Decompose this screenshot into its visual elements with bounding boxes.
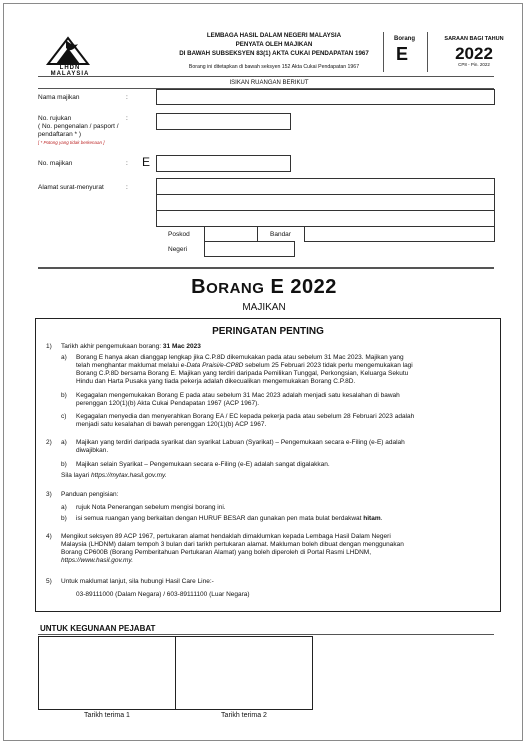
notice-text: Majikan yang terdiri daripada syarikat dan syarikat Labuan (Syarikat) – Pengemukaan secara e-Filing (e-E) adalah <box>76 439 405 446</box>
notice-text: Borang CP600B (Borang Pemberitahuan Pertukaran Alamat) yang boleh diperoleh di Portal Rasmi LHDNM, <box>61 549 371 556</box>
hasil-portal-link[interactable]: https://www.hasil.gov.my. <box>61 557 134 564</box>
sub-item-label: b) <box>61 392 67 399</box>
form-subtitle: MAJIKAN <box>242 302 286 313</box>
notice-text: Kegagalan menyedia dan menyerahkan Borang EA / EC kepada pekerja pada atau sebelum 28 Februari 2023 adalah <box>76 413 415 420</box>
colon: : <box>126 115 128 122</box>
colon: : <box>126 184 128 191</box>
notice-text: perenggan 120(1)(b) Akta Cukai Pendapatan 1967 (ACP 1967). <box>76 400 260 407</box>
notice-text: Hindu dan Harta Pusaka yang tiada pekerja adalah dikecualikan mengemukakan Borang C.P.8D. <box>76 378 356 385</box>
received-date-2-label: Tarikh terima 2 <box>221 712 267 719</box>
act-subsection: DI BAWAH SUBSEKSYEN 83(1) AKTA CUKAI PENDAPATAN 1967 <box>179 50 369 57</box>
address-line-1-field[interactable] <box>156 178 495 195</box>
received-date-1-label: Tarikh terima 1 <box>84 712 130 719</box>
notice-title: PERINGATAN PENTING <box>212 326 324 337</box>
employer-number-prefix: E <box>142 155 151 169</box>
postcode-label: Poskod <box>168 231 190 238</box>
borang-letter: E <box>396 44 409 64</box>
received-date-1-box[interactable] <box>38 636 176 710</box>
sub-item-label: b) <box>61 461 67 468</box>
notice-text: Malaysia (LHDNM) dalam tempoh 3 bulan dari tarikh pertukaran alamat. Makluman boleh dibuat dengan menggunakan <box>61 541 404 548</box>
reference-number-field[interactable] <box>156 113 291 130</box>
notice-text: diwajibkan. <box>76 447 109 454</box>
notice-item-1: Tarikh akhir pengemukaan borang: 31 Mac 2023 <box>61 343 201 350</box>
notice-text: Borang C.P.8D bersama Borang E. Majikan yang terdiri daripada Pemilikan Tunggal, Perkongsian, Keluarga Sekutu <box>76 370 409 377</box>
colon: : <box>126 160 128 167</box>
employer-number-field[interactable] <box>156 155 291 172</box>
item-number: 4) <box>46 533 52 540</box>
notice-text: Mengikut seksyen 89 ACP 1967, pertukaran alamat hendaklah dimaklumkan kepada Lembaga Hasil Dalam Negeri <box>61 533 391 540</box>
employer-name-label: Nama majikan <box>38 94 80 101</box>
notice-text: Kegagalan mengemukakan Borang E pada atau sebelum 31 Mac 2023 adalah menjadi satu kesalahan di bawah <box>76 392 400 399</box>
notice-text: Borang E hanya akan dianggap lengkap jika C.P.8D dikemukakan pada atau sebelum 31 Mac 2023. Majikan yang <box>76 354 404 361</box>
statement-title: PENYATA OLEH MAJIKAN <box>235 41 313 48</box>
item-number: 5) <box>46 578 52 585</box>
form-title: BORANG E 2022 <box>191 276 337 298</box>
item-number: 1) <box>46 343 52 350</box>
section-title: ISIKAN RUANGAN BERIKUT <box>229 80 309 86</box>
city-label: Bandar <box>270 231 291 238</box>
address-label: Alamat surat-menyurat <box>38 184 104 191</box>
mytax-link[interactable]: https://mytax.hasil.gov.my. <box>90 472 167 479</box>
item-number: 3) <box>46 491 52 498</box>
hasil-care-line-numbers: 03-89111000 (Dalam Negara) / 603-89111100 (Luar Negara) <box>76 591 250 598</box>
sub-item-label: a) <box>61 439 67 446</box>
office-use-title: UNTUK KEGUNAAN PEJABAT <box>40 624 156 633</box>
header-divider <box>427 32 428 72</box>
notice-text: menjadi satu kesalahan di bawah perenggan 120(1)(b) ACP 1967. <box>76 421 267 428</box>
colon: : <box>126 94 128 101</box>
form-code: CP8 - Pin. 2022 <box>458 62 490 67</box>
notice-text: Panduan pengisian: <box>61 491 119 498</box>
notice-text: Untuk maklumat lanjut, sila hubungi Hasil Care Line:- <box>61 578 214 585</box>
mytax-link-line: Sila layari https://mytax.hasil.gov.my. <box>61 472 167 479</box>
logo-text: LHDN MALAYSIA <box>50 65 90 77</box>
reference-label-detail: ( No. pengenalan / pasport / <box>38 123 119 130</box>
act-prescription: Borang ini ditetapkan di bawah seksyen 152 Akta Cukai Pendapatan 1967 <box>188 64 360 70</box>
city-field[interactable] <box>304 226 495 242</box>
reference-note: [ * Potong yang tidak berkenaan ] <box>38 140 105 145</box>
sub-item-label: c) <box>61 413 67 420</box>
remuneration-year: 2022 <box>455 44 493 63</box>
postcode-field[interactable] <box>204 226 258 242</box>
agency-name: LEMBAGA HASIL DALAM NEGERI MALAYSIA <box>206 32 342 39</box>
address-line-3-field[interactable] <box>156 210 495 227</box>
employer-name-field[interactable] <box>156 89 495 105</box>
employer-number-label: No. majikan <box>38 160 73 167</box>
office-rule <box>38 634 494 635</box>
item-number: 2) <box>46 439 52 446</box>
notice-text: Majikan selain Syarikat – Pengemukaan secara e-Filing (e-E) adalah sangat digalakkan. <box>76 461 330 468</box>
notice-text: isi semua ruangan yang berkaitan dengan HURUF BESAR dan gunakan pen mata bulat berdakwat hitam. <box>76 515 383 522</box>
sub-item-label: b) <box>61 515 67 522</box>
header-divider <box>383 32 384 72</box>
received-date-2-box[interactable] <box>175 636 313 710</box>
borang-label: Borang <box>394 36 415 42</box>
notice-text: telah menghantar maklumat melalui e-Data Praisi/e-CP8D sebelum 25 Februari 2023 tidak perlu mengemukakan lagi <box>76 362 413 369</box>
form-rule <box>38 267 494 269</box>
reference-label: No. rujukan <box>38 115 72 122</box>
state-field[interactable] <box>204 241 295 257</box>
header-rule <box>38 76 494 77</box>
remuneration-year-label: SARAAN BAGI TAHUN <box>444 36 504 42</box>
state-label: Negeri <box>168 246 188 253</box>
sub-item-label: a) <box>61 504 67 511</box>
address-line-2-field[interactable] <box>156 194 495 211</box>
reference-label-detail: pendaftaran * ) <box>38 131 82 138</box>
sub-item-label: a) <box>61 354 67 361</box>
important-notice-box <box>35 318 501 612</box>
form-page <box>3 3 523 741</box>
notice-text: rujuk Nota Penerangan sebelum mengisi borang ini. <box>76 504 226 511</box>
